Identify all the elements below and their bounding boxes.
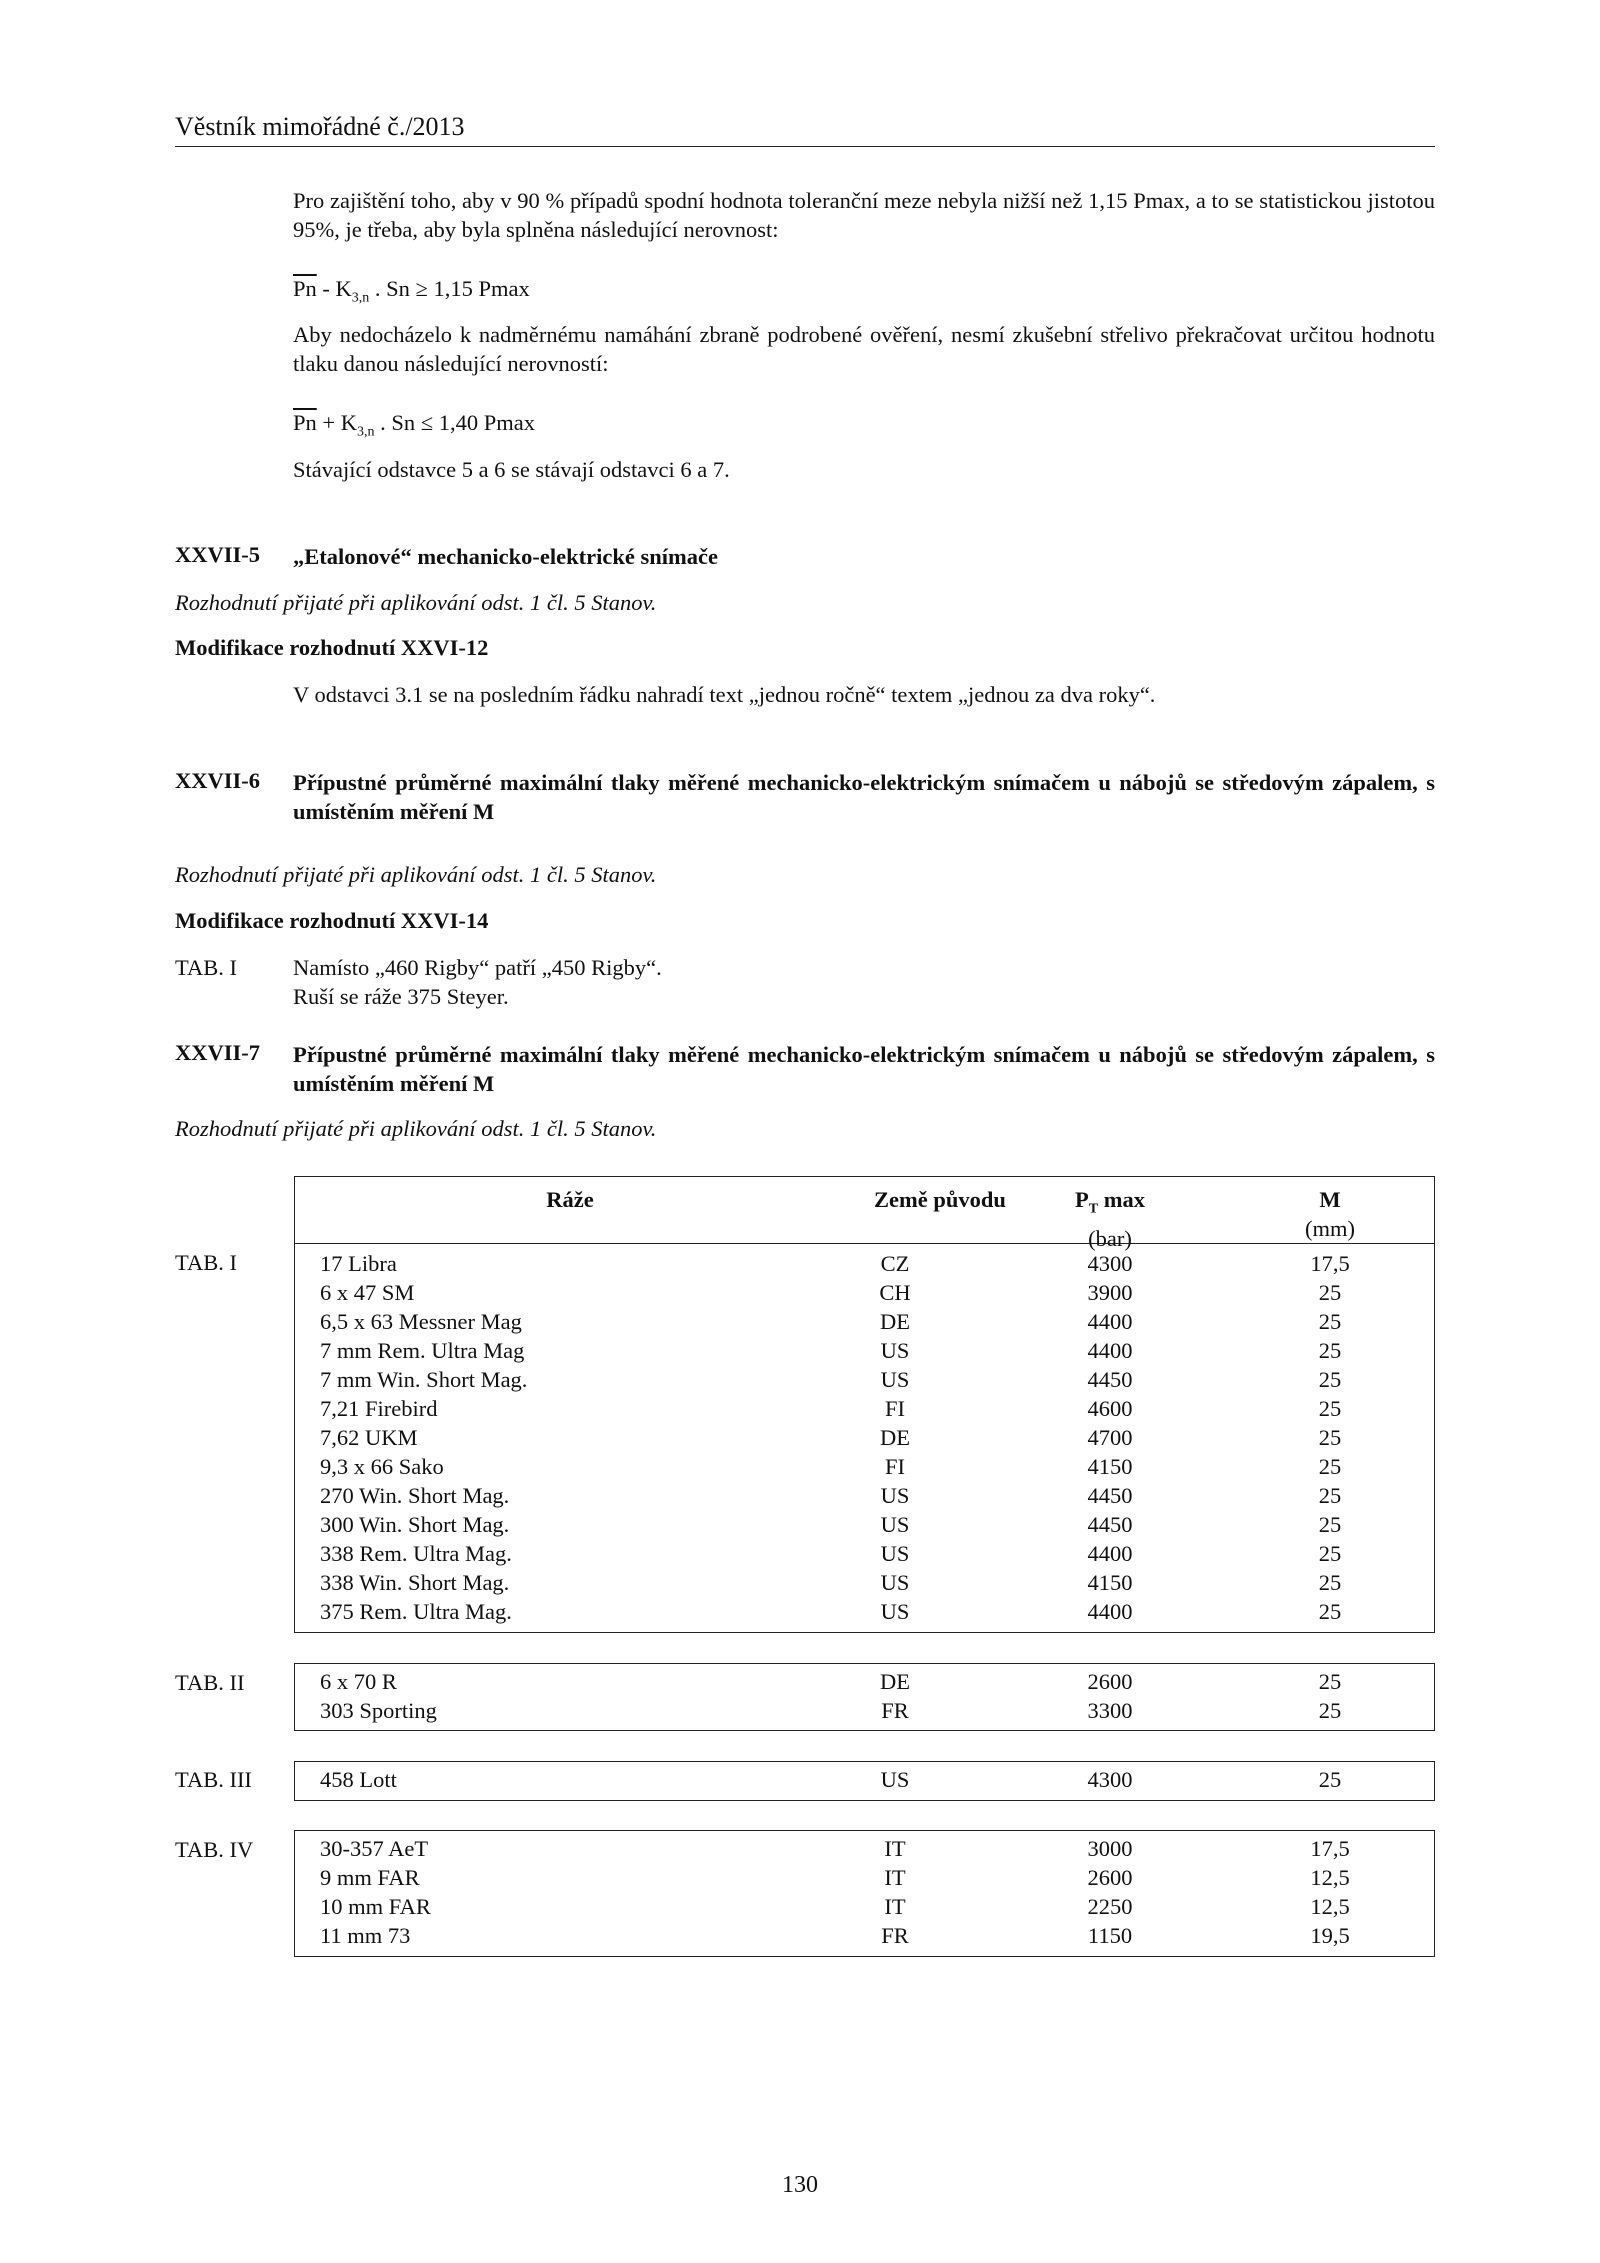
cell-pressure: 4400 (1087, 1338, 1133, 1363)
cell-pressure: 3300 (1087, 1698, 1133, 1723)
cell-pressure: 2600 (1087, 1865, 1133, 1890)
table-header (295, 1177, 1434, 1251)
cell-country: US (880, 1483, 910, 1508)
table-row (295, 1394, 1434, 1423)
cell-country: US (880, 1541, 910, 1566)
cell-m: 25 (1318, 1367, 1342, 1392)
section-decision-7: Rozhodnutí přijaté při aplikování odst. 1 čl. 5 Stanov. (175, 1116, 657, 1141)
section-line-6b: Ruší se ráže 375 Steyer. (293, 984, 509, 1009)
cell-caliber: 6 x 47 SM (320, 1280, 415, 1305)
cell-caliber: 7 mm Win. Short Mag. (320, 1367, 528, 1392)
section-decision-6: Rozhodnutí přijaté při aplikování odst. 1 čl. 5 Stanov. (175, 862, 657, 887)
col-header-caliber: Ráže (546, 1187, 594, 1212)
group-label-tab-i: TAB. I (175, 1250, 237, 1275)
formula-pn-mean: $\overline{Pn}$ (293, 276, 317, 301)
cell-pressure: 4400 (1087, 1599, 1133, 1624)
cell-m: 25 (1318, 1698, 1342, 1723)
table-row (295, 1834, 1434, 1863)
cell-m: 25 (1318, 1280, 1342, 1305)
cell-caliber: 6,5 x 63 Messner Mag (320, 1309, 522, 1334)
cell-caliber: 7,21 Firebird (320, 1396, 438, 1421)
section-title-6: Přípustné průměrné maximální tlaky měřené mechanicko-elektrickým snímačem u nábojů se středovým zápalem, s umístěním měření M (293, 770, 1435, 824)
pressure-table-tab-ii (294, 1663, 1435, 1731)
formula-pn-mean: $\overline{Pn}$ (293, 410, 317, 435)
intro-paragraph-3: Stávající odstavce 5 a 6 se stávají odstavci 6 a 7. (293, 457, 730, 482)
formula-sub: 3,n (351, 290, 370, 306)
cell-caliber: 303 Sporting (320, 1698, 437, 1723)
cell-m: 25 (1318, 1483, 1342, 1508)
formula-sub: 3,n (356, 424, 375, 440)
cell-caliber: 338 Rem. Ultra Mag. (320, 1541, 512, 1566)
cell-pressure: 2600 (1087, 1669, 1133, 1694)
cell-country: FI (884, 1396, 905, 1421)
cell-country: US (880, 1570, 910, 1595)
cell-caliber: 6 x 70 R (320, 1669, 397, 1694)
cell-country: IT (884, 1894, 906, 1919)
cell-m: 12,5 (1310, 1894, 1350, 1919)
cell-pressure: 4700 (1087, 1425, 1133, 1450)
cell-caliber: 7,62 UKM (320, 1425, 418, 1450)
cell-pressure: 4150 (1087, 1570, 1133, 1595)
section-text-5: V odstavci 3.1 se na posledním řádku nahradí text „jednou ročně“ textem „jednou za dva roky“. (293, 682, 1156, 707)
cell-m: 17,5 (1310, 1836, 1350, 1861)
cell-country: FR (881, 1923, 909, 1948)
cell-pressure: 2250 (1087, 1894, 1133, 1919)
formula-upper-bound (293, 408, 535, 447)
section-tab-label-6: TAB. I (175, 955, 237, 980)
col-header-pressure: $P_T$ max (bar) (995, 1185, 1225, 1253)
cell-m: 12,5 (1310, 1865, 1350, 1890)
table-row (295, 1481, 1434, 1510)
cell-m: 25 (1318, 1767, 1342, 1792)
cell-caliber: 10 mm FAR (320, 1894, 431, 1919)
cell-m: 25 (1318, 1396, 1342, 1421)
cell-country: FI (884, 1454, 905, 1479)
section-line-6a: Namísto „460 Rigby“ patří „450 Rigby“. (293, 955, 662, 980)
cell-pressure: 4600 (1087, 1396, 1133, 1421)
cell-m: 25 (1318, 1338, 1342, 1363)
cell-m: 25 (1318, 1454, 1342, 1479)
cell-m: 17,5 (1310, 1251, 1350, 1276)
cell-m: 25 (1318, 1309, 1342, 1334)
cell-country: US (880, 1512, 910, 1537)
cell-caliber: 338 Win. Short Mag. (320, 1570, 510, 1595)
table-row (295, 1696, 1434, 1725)
cell-m: 25 (1318, 1541, 1342, 1566)
table-row (295, 1452, 1434, 1481)
cell-country: DE (880, 1669, 910, 1694)
cell-country: US (880, 1367, 910, 1392)
table-row (295, 1539, 1434, 1568)
table-row (295, 1765, 1434, 1794)
intro-paragraph-1: Pro zajištění toho, aby v 90 % případů spodní hodnota toleranční meze nebyla nižší než 1,15 Pmax, a to se statistickou jistotou 95%, je třeba, aby byla splněna následující nerovnost: (293, 188, 1435, 242)
table-row (295, 1423, 1434, 1452)
cell-caliber: 9 mm FAR (320, 1865, 420, 1890)
cell-m: 25 (1318, 1570, 1342, 1595)
cell-pressure: 4150 (1087, 1454, 1133, 1479)
cell-pressure: 3900 (1087, 1280, 1133, 1305)
cell-country: CZ (880, 1251, 910, 1276)
table-row (295, 1510, 1434, 1539)
cell-caliber: 11 mm 73 (320, 1923, 411, 1948)
table-row (295, 1307, 1434, 1336)
header-rule (175, 146, 1435, 147)
cell-country: IT (884, 1836, 906, 1861)
table-row (295, 1892, 1434, 1921)
formula-op: - K (316, 276, 352, 301)
group-label-tab-iv: TAB. IV (175, 1837, 254, 1862)
page-number: 130 (782, 2172, 818, 2198)
section-title-5: „Etalonové“ mechanicko-elektrické snímače (293, 544, 718, 569)
section-number-6: XXVII-6 (175, 768, 261, 793)
pressure-table-tab-iv (294, 1830, 1435, 1957)
cell-pressure: 4450 (1087, 1367, 1133, 1392)
col-header-pressure-unit: (bar) (1088, 1225, 1132, 1251)
col-header-country: Země původu (874, 1187, 1006, 1212)
cell-caliber: 458 Lott (320, 1767, 397, 1792)
pressure-table-tab-iii (294, 1761, 1435, 1801)
table-row (295, 1667, 1434, 1696)
col-header-m: M (mm) (1230, 1185, 1430, 1243)
table-row (295, 1597, 1434, 1626)
cell-pressure: 4400 (1087, 1309, 1133, 1334)
cell-pressure: 1150 (1087, 1923, 1133, 1948)
intro-paragraph-2: Aby nedocházelo k nadměrnému namáhání zbraně podrobené ověření, nesmí zkušební střelivo překračovat určitou hodnotu tlaku danou následující nerovností: (293, 322, 1435, 376)
formula-op: + K (316, 410, 357, 435)
group-label-tab-iii: TAB. III (175, 1767, 252, 1792)
cell-m: 19,5 (1310, 1923, 1350, 1948)
cell-caliber: 300 Win. Short Mag. (320, 1512, 510, 1537)
cell-country: US (880, 1599, 910, 1624)
cell-m: 25 (1318, 1669, 1342, 1694)
cell-country: DE (880, 1425, 910, 1450)
cell-caliber: 9,3 x 66 Sako (320, 1454, 444, 1479)
cell-pressure: 3000 (1087, 1836, 1133, 1861)
table-row (295, 1568, 1434, 1597)
table-row (295, 1278, 1434, 1307)
cell-pressure: 4300 (1087, 1767, 1133, 1792)
pressure-table-tab-i (294, 1176, 1435, 1633)
section-number-5: XXVII-5 (175, 542, 261, 567)
cell-pressure: 4400 (1087, 1541, 1133, 1566)
cell-pressure: 4450 (1087, 1512, 1133, 1537)
formula-rest: . Sn ≤ 1,40 Pmax (374, 410, 535, 435)
cell-country: CH (879, 1280, 911, 1305)
table-row (295, 1249, 1434, 1278)
cell-caliber: 375 Rem. Ultra Mag. (320, 1599, 512, 1624)
cell-country: IT (884, 1865, 906, 1890)
table-row (295, 1336, 1434, 1365)
cell-caliber: 7 mm Rem. Ultra Mag (320, 1338, 525, 1363)
cell-country: DE (880, 1309, 910, 1334)
section-modification-5: Modifikace rozhodnutí XXVI-12 (175, 635, 489, 660)
cell-pressure: 4450 (1087, 1483, 1133, 1508)
cell-country: US (880, 1338, 910, 1363)
col-header-m-unit: (mm) (1305, 1216, 1355, 1241)
section-decision-5: Rozhodnutí přijaté při aplikování odst. 1 čl. 5 Stanov. (175, 590, 657, 615)
formula-rest: . Sn ≥ 1,15 Pmax (369, 276, 530, 301)
running-header: Věstník mimořádné č./2013 (175, 112, 465, 141)
table-row (295, 1863, 1434, 1892)
cell-m: 25 (1318, 1599, 1342, 1624)
table-row (295, 1365, 1434, 1394)
table-row (295, 1921, 1434, 1950)
cell-country: FR (881, 1698, 909, 1723)
formula-lower-bound (293, 274, 530, 313)
group-label-tab-ii: TAB. II (175, 1670, 245, 1695)
cell-m: 25 (1318, 1425, 1342, 1450)
cell-m: 25 (1318, 1512, 1342, 1537)
section-title-7: Přípustné průměrné maximální tlaky měřené mechanicko-elektrickým snímačem u nábojů se středovým zápalem, s umístěním měření M (293, 1042, 1435, 1096)
cell-caliber: 30-357 AeT (320, 1836, 429, 1861)
cell-pressure: 4300 (1087, 1251, 1133, 1276)
section-modification-6: Modifikace rozhodnutí XXVI-14 (175, 908, 489, 933)
cell-caliber: 270 Win. Short Mag. (320, 1483, 510, 1508)
cell-country: US (880, 1767, 910, 1792)
cell-caliber: 17 Libra (320, 1251, 397, 1276)
section-number-7: XXVII-7 (175, 1040, 261, 1065)
